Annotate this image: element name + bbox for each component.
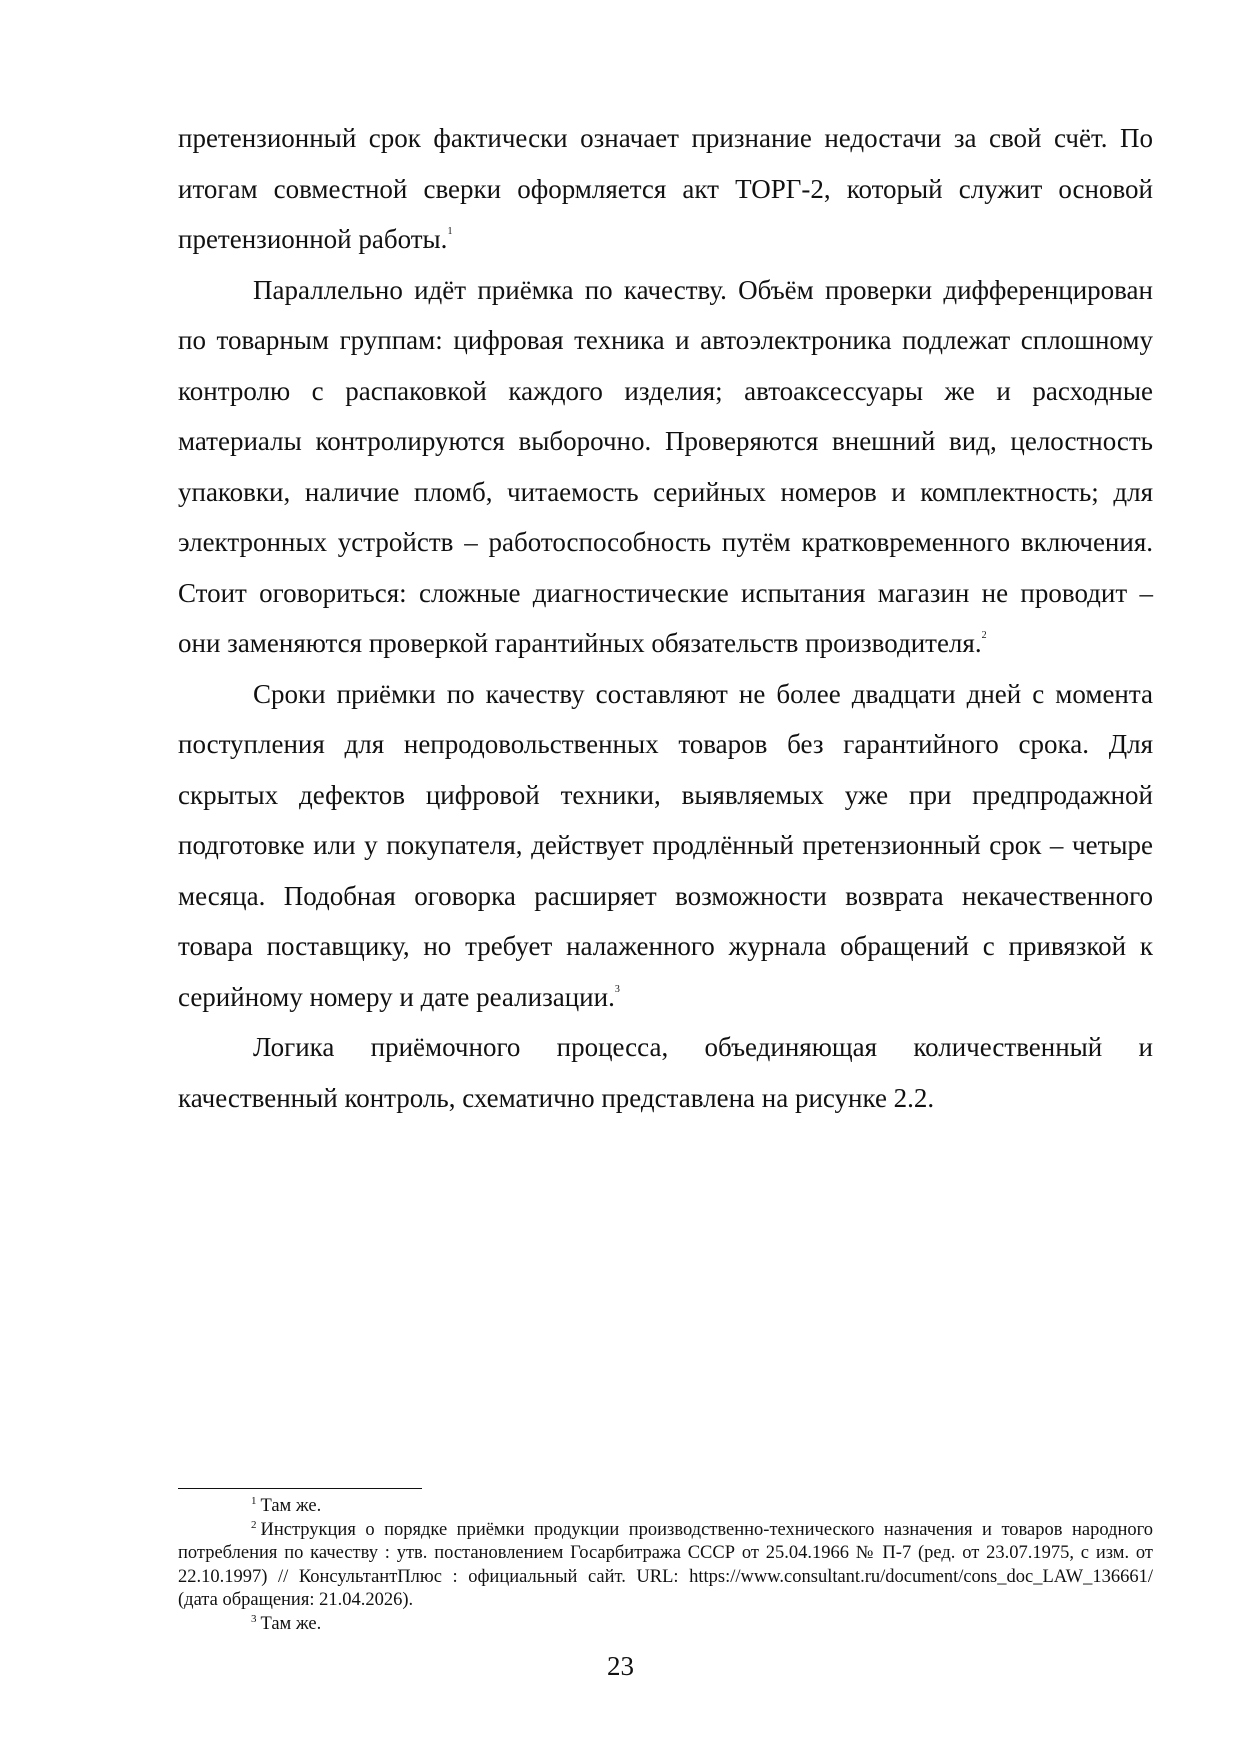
paragraph-3: [178, 669, 1153, 1023]
page-number: 23: [607, 1651, 634, 1681]
footnote-separator: [178, 1488, 422, 1489]
footnote-ref-3[interactable]: 3: [614, 983, 620, 995]
body-text: [178, 113, 1153, 1123]
paragraph-3-text: Сроки приёмки по качеству составляют не более двадцати дней с момента поступления для непродовольственных товаров без гарантийного срока. Для скрытых дефектов цифровой техники, выявляемых уже при предпродажной подготовке или у покупателя, действует продлённый претензионный срок – четыре месяца. Подобная оговорка расширяет возможности возврата некачественного товара поставщику, но требует налаженного журнала обращений с привязкой к серийному номеру и дате реализации.: [178, 678, 1153, 1012]
footnote-1-number: 1: [251, 1495, 257, 1507]
paragraph-4-text: Логика приёмочного процесса, объединяющая количественный и качественный контроль, схематично представлена на рисунке 2.2.: [178, 1032, 1153, 1113]
footnotes: [178, 1495, 1153, 1636]
paragraph-1: [178, 113, 1153, 265]
paragraph-4: [178, 1022, 1153, 1123]
paragraph-1-text: претензионный срок фактически означает признание недостачи за свой счёт. По итогам совместной сверки оформляется акт ТОРГ-2, который служит основой претензионной работы.: [178, 123, 1153, 254]
footnote-3-number: 3: [251, 1612, 257, 1625]
paragraph-2: [178, 265, 1153, 669]
footnote-2: [178, 1519, 1153, 1613]
footnote-ref-1[interactable]: 1: [447, 226, 453, 237]
footnote-3: [178, 1613, 1153, 1637]
footnote-2-number: 2: [251, 1518, 257, 1531]
footnote-ref-2[interactable]: 2: [981, 630, 987, 641]
footnote-1-text: Там же.: [260, 1496, 322, 1516]
footnote-2-text: Инструкция о порядке приёмки продукции производственно-технического назначения и товаров народного потребления по качеству : утв. постановлением Госарбитража СССР от 25.04.1966 № П-7 (ред. от 23.07.1975, с изм. от 22.10.1997) // КонсультантПлюс : официальный сайт. URL: https://www.consultant.ru/document/cons_doc_LAW_136661/ (дата обращения: 21.04.2026).: [178, 1519, 1153, 1610]
footnote-3-text: Там же.: [260, 1613, 322, 1634]
footnote-1: [178, 1495, 1153, 1519]
paragraph-2-text: Параллельно идёт приёмка по качеству. Объём проверки дифференцирован по товарным группам: цифровая техника и автоэлектроника подлежат сплошному контролю с распаковкой каждого изделия; автоаксессуары же и расходные материалы контролируются выборочно. Проверяются внешний вид, целостность упаковки, наличие пломб, читаемость серийных номеров и комплектность; для электронных устройств – работоспособность путём кратковременного включения. Стоит оговориться: сложные диагностические испытания магазин не проводит – они заменяются проверкой гарантийных обязательств производителя.: [178, 274, 1153, 658]
